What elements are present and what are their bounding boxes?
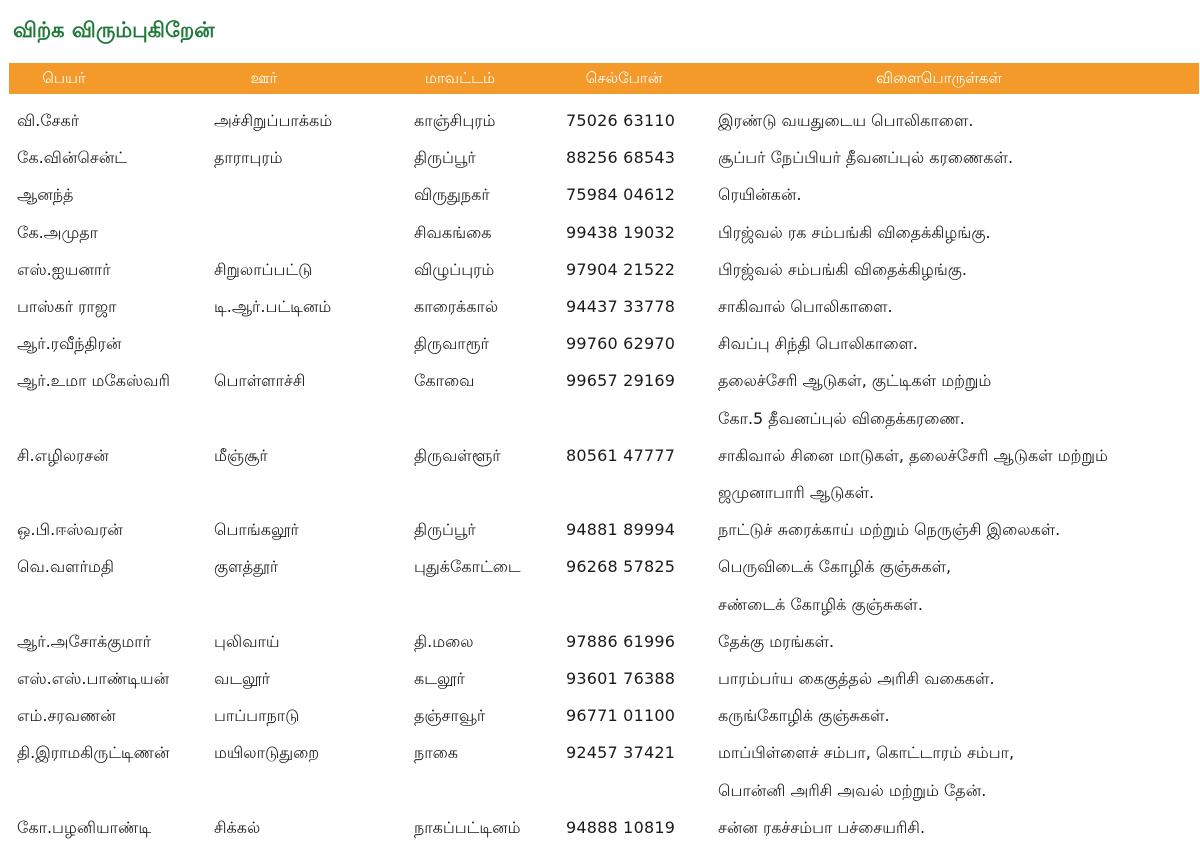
- seller-village: டி.ஆர்.பட்டினம்: [214, 297, 332, 316]
- seller-product-line: தலைச்சேரி ஆடுகள், குட்டிகள் மற்றும்: [718, 371, 992, 391]
- seller-village: மயிலாடுதுறை: [214, 743, 320, 763]
- header-name: பெயர்: [42, 69, 86, 87]
- seller-name: ஆர்.அசோக்குமார்: [17, 631, 151, 651]
- seller-product-line: சன்ன ரகச்சம்பா பச்சையரிசி.: [718, 817, 926, 837]
- seller-district: தி.மலை: [414, 631, 474, 651]
- seller-village: பாப்பாநாடு: [214, 706, 300, 726]
- seller-product-line: சாகிவால் பொலிகாளை.: [718, 297, 893, 316]
- seller-product-line: தேக்கு மரங்கள்.: [718, 631, 835, 651]
- seller-village: பொங்கலூர்: [214, 520, 299, 540]
- seller-phone: 80561 47777: [566, 445, 676, 465]
- seller-name: பாஸ்கர் ராஜா: [17, 297, 117, 316]
- seller-product-line: கோ.5 தீவனப்புல் விதைக்கரணை.: [718, 408, 965, 428]
- seller-product-line: பாரம்பர்ய கைகுத்தல் அரிசி வகைகள்.: [718, 669, 995, 688]
- seller-phone: 93601 76388: [566, 669, 676, 688]
- header-district: மாவட்டம்: [424, 69, 496, 87]
- seller-district: காஞ்சிபுரம்: [414, 111, 496, 130]
- seller-district: திருப்பூர்: [414, 520, 476, 540]
- seller-phone: 99438 19032: [566, 222, 676, 242]
- seller-product-line: இரண்டு வயதுடைய பொலிகாளை.: [718, 111, 974, 130]
- seller-product-line: பிரஜ்வல் சம்பங்கி விதைக்கிழங்கு.: [718, 259, 967, 279]
- seller-name: கே.அமுதா: [17, 222, 99, 242]
- seller-district: காரைக்கால்: [414, 297, 499, 316]
- seller-phone: 94888 10819: [566, 817, 676, 837]
- seller-district: கோவை: [414, 371, 475, 391]
- seller-district: திருவாரூர்: [414, 334, 489, 354]
- seller-name: ஒ.பி.ஈஸ்வரன்: [17, 520, 123, 540]
- header-phone: செல்போன்: [585, 69, 663, 87]
- seller-product-line: நாட்டுச் சுரைக்காய் மற்றும் நெருஞ்சி இலைகள்.: [718, 520, 1061, 540]
- seller-district: கடலூர்: [414, 669, 465, 688]
- seller-name: கே.வின்சென்ட்: [17, 148, 127, 168]
- header-products: விளைபொருள்கள்: [875, 69, 1003, 87]
- seller-phone: 88256 68543: [566, 148, 676, 168]
- seller-product-line: பொன்னி அரிசி அவல் மற்றும் தேன்.: [718, 780, 987, 800]
- seller-village: அச்சிறுப்பாக்கம்: [214, 111, 333, 130]
- seller-village: தாராபுரம்: [214, 148, 283, 168]
- seller-phone: 75984 04612: [566, 185, 676, 205]
- seller-product-line: ரெயின்கன்.: [718, 185, 802, 205]
- seller-district: நாகை: [414, 743, 458, 763]
- seller-product-line: ஜமுனாபாரி ஆடுகள்.: [718, 483, 875, 502]
- seller-name: எஸ்.எஸ்.பாண்டியன்: [17, 669, 170, 688]
- seller-phone: 99657 29169: [566, 371, 676, 391]
- seller-village: புலிவாய்: [214, 631, 280, 651]
- seller-product-line: சாகிவால் சினை மாடுகள், தலைச்சேரி ஆடுகள் மற்றும்: [718, 445, 1108, 465]
- seller-phone: 97904 21522: [566, 259, 676, 279]
- seller-village: மீஞ்சூர்: [214, 445, 268, 465]
- seller-district: சிவகங்கை: [414, 222, 492, 242]
- seller-product-line: சிவப்பு சிந்தி பொலிகாளை.: [718, 334, 919, 354]
- seller-name: கோ.பழனியாண்டி: [17, 817, 152, 837]
- seller-name: வி.சேகர்: [17, 111, 80, 130]
- seller-village: வடலூர்: [214, 669, 270, 688]
- seller-district: புதுக்கோட்டை: [414, 557, 521, 577]
- seller-name: ஆர்.ரவீந்திரன்: [17, 334, 122, 354]
- seller-name: வெ.வளர்மதி: [17, 557, 114, 577]
- seller-phone: 94881 89994: [566, 520, 676, 540]
- seller-district: திருவள்ளூர்: [414, 445, 501, 465]
- seller-name: சி.எழிலரசன்: [17, 445, 109, 465]
- seller-district: விழுப்புரம்: [414, 259, 495, 279]
- seller-product-line: கருங்கோழிக் குஞ்சுகள்.: [718, 706, 890, 726]
- seller-phone: 96771 01100: [566, 706, 676, 726]
- seller-district: விருதுநகர்: [414, 185, 490, 205]
- seller-phone: 75026 63110: [566, 111, 676, 130]
- seller-name: ஆனந்த்: [17, 185, 74, 205]
- seller-village: குளத்தூர்: [214, 557, 279, 577]
- seller-district: நாகப்பட்டினம்: [414, 817, 521, 837]
- seller-name: எம்.சரவணன்: [17, 706, 116, 726]
- seller-phone: 97886 61996: [566, 631, 676, 651]
- seller-phone: 99760 62970: [566, 334, 676, 354]
- seller-name: ஆர்.உமா மகேஸ்வரி: [17, 371, 170, 391]
- header-village: ஊர்: [250, 69, 278, 87]
- seller-product-line: மாப்பிள்ளைச் சம்பா, கொட்டாரம் சம்பா,: [718, 743, 1015, 763]
- seller-phone: 92457 37421: [566, 743, 676, 763]
- seller-village: சிக்கல்: [214, 817, 261, 837]
- seller-district: தஞ்சாவூர்: [414, 706, 486, 726]
- seller-product-line: சண்டைக் கோழிக் குஞ்சுகள்.: [718, 594, 923, 614]
- seller-phone: 94437 33778: [566, 297, 676, 316]
- seller-product-line: பிரஜ்வல் ரக சம்பங்கி விதைக்கிழங்கு.: [718, 222, 991, 242]
- seller-name: எஸ்.ஐயனார்: [17, 259, 111, 279]
- seller-product-line: சூப்பர் நேப்பியர் தீவனப்புல் கரணைகள்.: [718, 148, 1014, 168]
- page-title: விற்க விரும்புகிறேன்: [13, 18, 215, 42]
- seller-village: பொள்ளாச்சி: [214, 371, 306, 391]
- seller-product-line: பெருவிடைக் கோழிக் குஞ்சுகள்,: [718, 557, 952, 577]
- seller-name: தி.இராமகிருட்டிணன்: [17, 743, 170, 763]
- seller-village: சிறுலாப்பட்டு: [214, 259, 313, 279]
- seller-district: திருப்பூர்: [414, 148, 476, 168]
- seller-phone: 96268 57825: [566, 557, 676, 577]
